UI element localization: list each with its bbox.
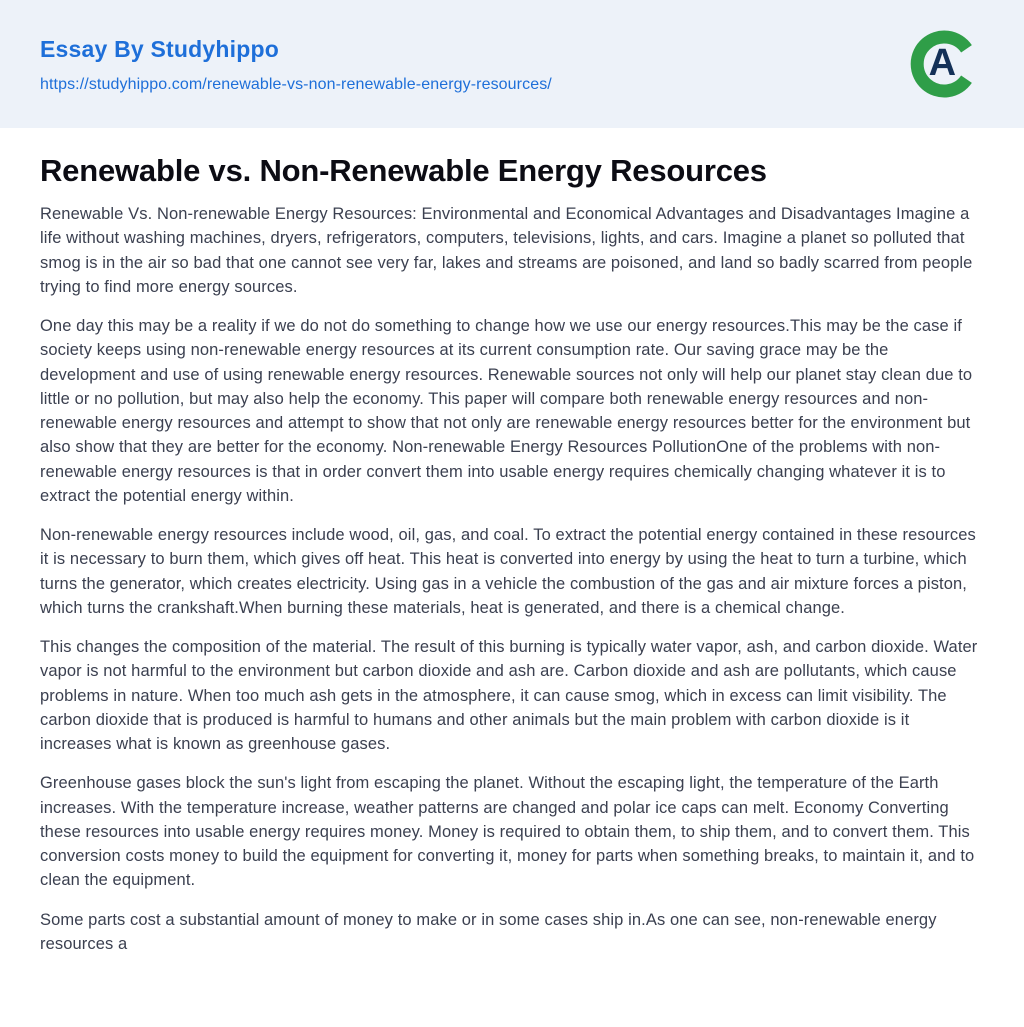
studyhippo-logo <box>904 24 984 104</box>
site-header <box>0 0 1024 128</box>
site-title: Essay By Studyhippo <box>40 36 279 62</box>
article-paragraph: Greenhouse gases block the sun's light from escaping the planet. Without the escaping light, the temperature of the Earth increases. With the temperature increase, weather patterns are changed and polar ice caps can melt. Economy Converting these resources into usable energy requires money. Money is required to obtain them, to ship them, and to convert them. This conversion costs money to build the equipment for converting it, money for parts when something breaks, to maintain it, and to clean the equipment. <box>40 774 975 890</box>
article-paragraph: This changes the composition of the material. The result of this burning is typically water vapor, ash, and carbon dioxide. Water vapor is not harmful to the environment but carbon dioxide and ash are. Carbon dioxide and ash are pollutants, which cause problems in nature. When too much ash gets in the atmosphere, it can cause smog, which in excess can limit visibility. The carbon dioxide that is produced is harmful to humans and other animals but the main problem with carbon dioxide is it increases what is known as greenhouse gases. <box>40 638 978 754</box>
article-paragraph: Some parts cost a substantial amount of money to make or in some cases ship in.As one can see, non-renewable energy resources a <box>40 910 937 953</box>
article-paragraph: Non-renewable energy resources include wood, oil, gas, and coal. To extract the potential energy contained in these resources it is necessary to burn them, which gives off heat. This heat is converted into energy by using the heat to turn a turbine, which turns the generator, which creates electricity. Using gas in a vehicle the combustion of the gas and air mixture forces a piston, which turns the crankshaft.When burning these materials, heat is generated, and there is a chemical change. <box>40 526 976 617</box>
article <box>0 152 1024 1001</box>
article-paragraph: Renewable Vs. Non-renewable Energy Resources: Environmental and Economical Advantages and Disadvantages Imagine a life without washing machines, dryers, refrigerators, computers, televisions, lights, and cars. Imagine a planet so polluted that smog is in the air so bad that one cannot see very far, lakes and streams are poisoned, and land so badly scarred from people trying to find more energy sources. <box>40 205 973 296</box>
article-paragraph: One day this may be a reality if we do not do something to change how we use our energy resources.This may be the case if society keeps using non-renewable energy resources at its current consumption rate. Our saving grace may be the development and use of using renewable energy resources. Renewable sources not only will help our planet stay clean due to little or no pollution, but may also help the economy. This paper will compare both renewable energy resources and non-renewable energy resources and attempt to show that not only are renewable energy resources better for the environment but also show that they are better for the economy. Non-renewable Energy Resources PollutionOne of the problems with non-renewable energy resources is that in order convert them into usable energy requires chemically changing whatever it is to extract the potential energy within. <box>40 317 973 505</box>
article-title: Renewable vs. Non-Renewable Energy Resources <box>40 153 767 188</box>
logo-letter: A <box>928 42 957 85</box>
source-url-link[interactable]: https://studyhippo.com/renewable-vs-non-renewable-energy-resources/ <box>40 76 552 93</box>
header-text-block <box>40 30 552 94</box>
